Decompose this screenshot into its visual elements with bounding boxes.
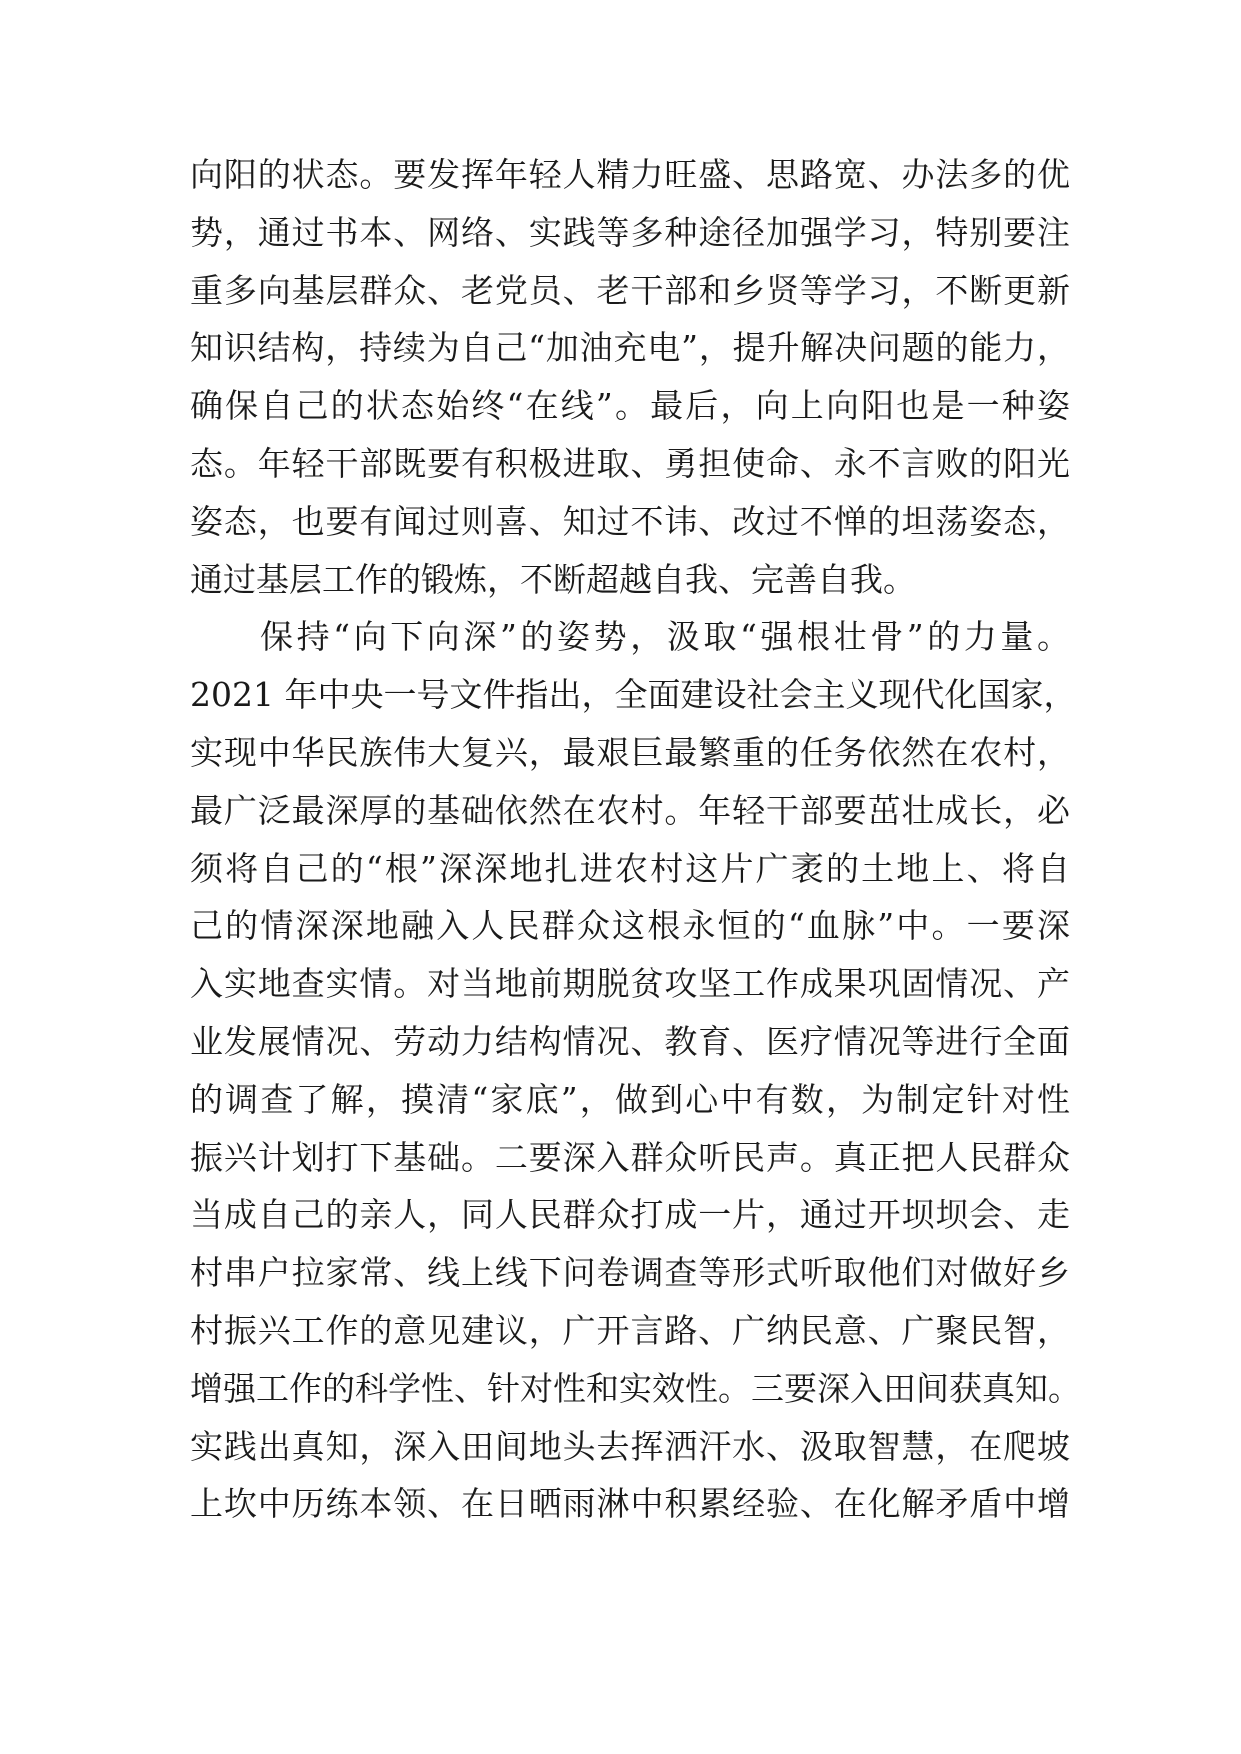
paragraph-end-line: 通过基层工作的锻炼，不断超越自我、完善自我。 <box>190 559 916 599</box>
text-line: 势，通过书本、网络、实践等多种途径加强学习，特别要注 <box>190 212 1070 252</box>
text-line: 向阳的状态。要发挥年轻人精力旺盛、思路宽、办法多的优 <box>190 155 1070 194</box>
text-line: 业发展情况、劳动力结构情况、教育、医疗情况等进行全面 <box>190 1021 1070 1061</box>
text-line: 姿态，也要有闻过则喜、知过不讳、改过不惮的坦荡姿态， <box>190 501 1070 541</box>
text-line: 的调查了解，摸清“家底”，做到心中有数，为制定针对性 <box>190 1079 1070 1119</box>
text-line: 态。年轻干部既要有积极进取、勇担使命、永不言败的阳光 <box>190 443 1070 483</box>
text-line: 确保自己的状态始终“在线”。最后，向上向阳也是一种姿 <box>190 386 1070 426</box>
text-line: 己的情深深地融入人民群众这根永恒的“血脉”中。一要深 <box>190 906 1070 946</box>
text-line: 须将自己的“根”深深地扎进农村这片广袤的土地上、将自 <box>190 848 1070 888</box>
text-line: 村振兴工作的意见建议，广开言路、广纳民意、广聚民智， <box>190 1310 1070 1350</box>
text-line: 当成自己的亲人，同人民群众打成一片，通过开坝坝会、走 <box>190 1195 1070 1235</box>
body-text <box>190 146 1081 1533</box>
text-line: 实现中华民族伟大复兴，最艰巨最繁重的任务依然在农村， <box>190 732 1070 772</box>
text-line: 上坎中历练本领、在日晒雨淋中积累经验、在化解矛盾中增 <box>190 1484 1070 1524</box>
text-line: 重多向基层群众、老党员、老干部和乡贤等学习，不断更新 <box>190 270 1070 310</box>
text-line: 实践出真知，深入田间地头去挥洒汗水、汲取智慧，在爬坡 <box>190 1426 1070 1466</box>
text-line: 增强工作的科学性、针对性和实效性。三要深入田间获真知。 <box>190 1368 1081 1408</box>
text-line: 入实地查实情。对当地前期脱贫攻坚工作成果巩固情况、产 <box>190 964 1070 1004</box>
text-line: 振兴计划打下基础。二要深入群众听民声。真正把人民群众 <box>190 1137 1070 1177</box>
paragraph-heading-line: 保持“向下向深”的姿势，汲取“强根壮骨”的力量。 <box>260 617 1070 657</box>
text-line: 村串户拉家常、线上线下问卷调查等形式听取他们对做好乡 <box>190 1253 1070 1293</box>
text-line: 知识结构，持续为自己“加油充电”，提升解决问题的能力， <box>190 328 1070 368</box>
text-line: 最广泛最深厚的基础依然在农村。年轻干部要茁壮成长，必 <box>190 790 1070 830</box>
text-line: 2021 年中央一号文件指出，全面建设社会主义现代化国家， <box>190 675 1077 715</box>
